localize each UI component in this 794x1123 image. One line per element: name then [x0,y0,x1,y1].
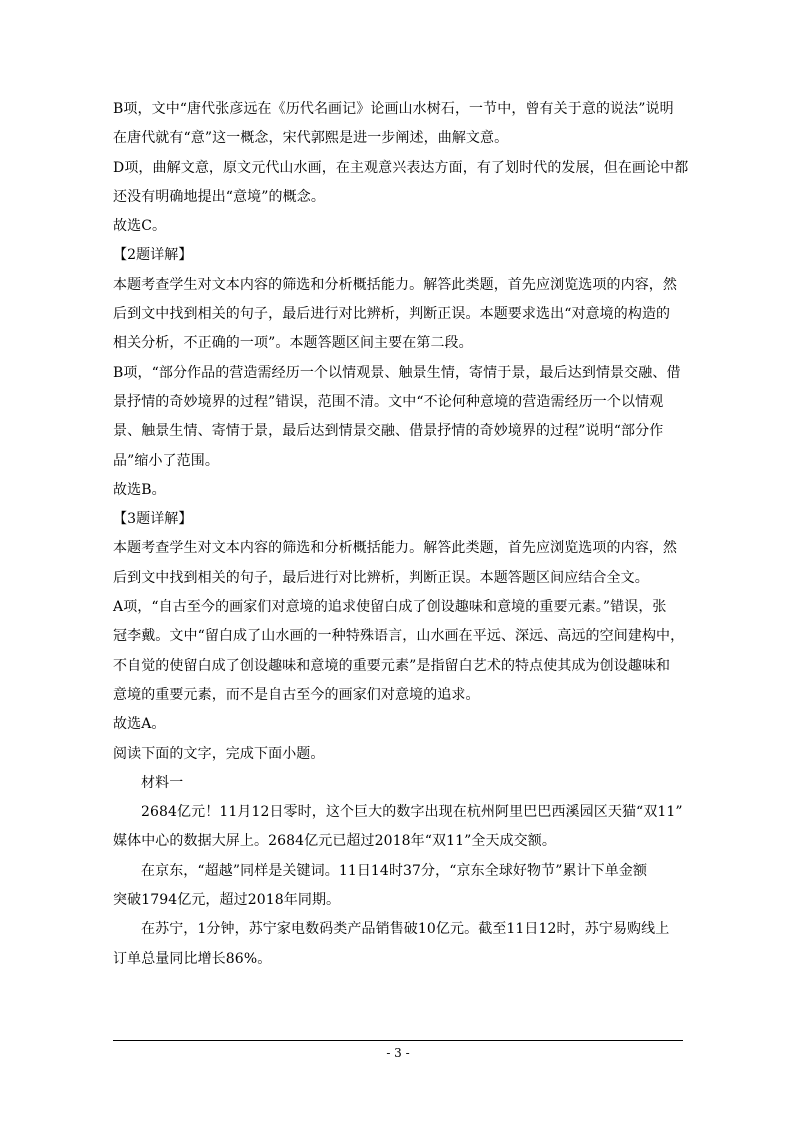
text-line: 景抒情的奇妙境界的过程”错误，范围不清。文中“不论何种意境的营造需经历一个以情观 [113,393,664,410]
text-line: 本题考查学生对文本内容的筛选和分析概括能力。解答此类题，首先应浏览选项的内容，然 [113,276,677,293]
section-heading: 【3题详解】 [113,511,193,528]
text-line: 景、触景生情、寄情于景，最后达到情景交融、借景抒情的奇妙境界的过程”说明“部分作 [113,423,664,440]
material-title: 材料一 [141,774,184,791]
instruction-line: 阅读下面的文字，完成下面小题。 [113,745,325,762]
answer-line: 故选C。 [113,218,167,235]
text-line: 后到文中找到相关的句子，最后进行对比辨析，判断正误。本题答题区间应结合全文。 [113,569,649,586]
text-line: 在京东，“超越”同样是关键词。11日14时37分，“京东全球好物节”累计下单金额 [141,862,648,879]
text-line: D项，曲解文意，原文元代山水画，在主观意兴表达方面，有了划时代的发展，但在画论中都 [113,159,689,176]
text-line: 还没有明确地提出“意境”的概念。 [113,188,325,205]
text-line: 媒体中心的数据大屏上。2684亿元已超过2018年“双11”全天成交额。 [113,833,556,850]
text-line: 意境的重要元素，而不是自古至今的画家们对意境的追求。 [113,686,480,703]
text-line: 不自觉的使留白成了创设趣味和意境的重要元素”是指留白艺术的特点使其成为创设趣味和 [113,657,671,674]
section-heading: 【2题详解】 [113,247,193,264]
text-line: 2684亿元！11月12日零时，这个巨大的数字出现在杭州阿里巴巴西溪园区天猫“双11” [141,804,683,821]
text-line: 品”缩小了范围。 [113,452,219,469]
page-number: - 3 - [386,1046,410,1060]
text-line: 本题考查学生对文本内容的筛选和分析概括能力。解答此类题，首先应浏览选项的内容，然 [113,540,677,557]
footer-divider [113,1040,683,1041]
text-line: 相关分析，不正确的一项”。本题答题区间主要在第二段。 [113,335,473,352]
text-line: 在唐代就有“意”这一概念，宋代郭熙是进一步阐述，曲解文意。 [113,130,509,147]
text-line: A项，“自古至今的画家们对意境的追求使留白成了创设趣味和意境的重要元素。”错误，张 [113,599,667,616]
answer-line: 故选B。 [113,481,166,498]
text-line: 突破1794亿元，超过2018年同期。 [113,892,341,909]
text-line: 在苏宁，1分钟，苏宁家电数码类产品销售破10亿元。截至11日12时，苏宁易购线上 [141,921,670,938]
text-line: B项，“部分作品的营造需经历一个以情观景、触景生情，寄情于景，最后达到情景交融、借 [113,364,681,381]
document-body [113,95,689,974]
text-line: 后到文中找到相关的句子，最后进行对比辨析，判断正误。本题要求选出“对意境的构造的 [113,306,671,323]
text-line: B项，文中“唐代张彦远在《历代名画记》论画山水树石，一节中，曾有关于意的说法”说明 [113,101,674,117]
text-line: 订单总量同比增长86%。 [113,950,272,967]
answer-line: 故选A。 [113,716,166,733]
text-line: 冠李戴。文中“留白成了山水画的一种特殊语言，山水画在平远、深远、高远的空间建构中， [113,628,685,645]
